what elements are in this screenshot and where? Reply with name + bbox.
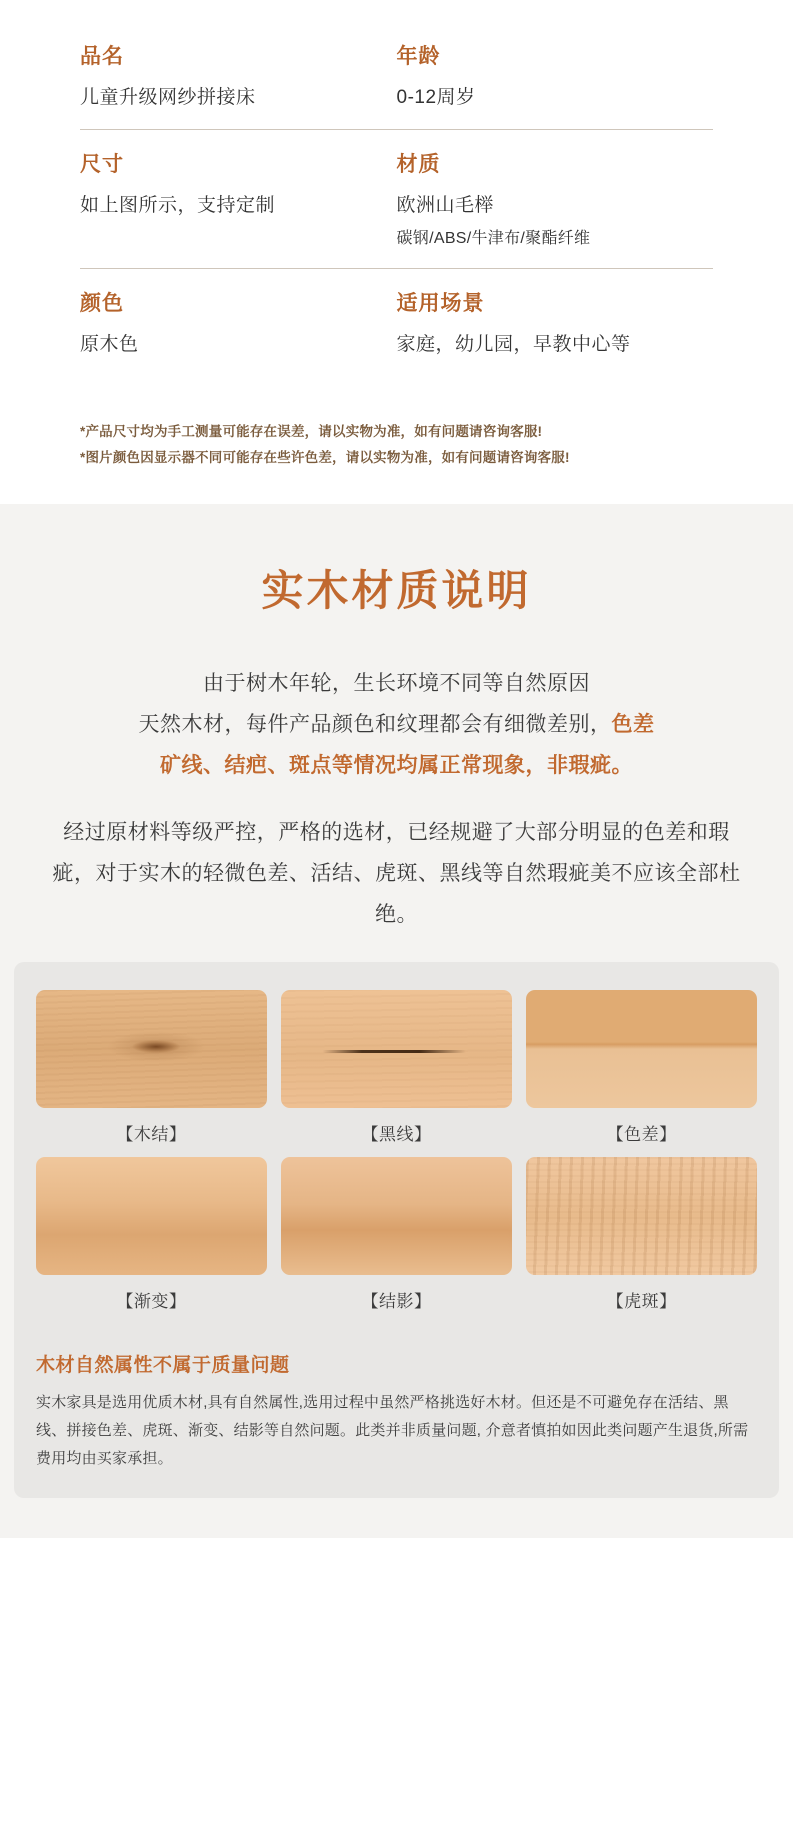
spec-value: 0-12周岁 (396, 87, 476, 108)
wood-swatch-caption: 【结影】 (361, 1292, 432, 1311)
wood-swatch-caption: 【渐变】 (116, 1292, 187, 1311)
wood-paragraph-1-line-1: 由于树木年轮，生长环境不同等自然原因 (203, 672, 590, 696)
wood-footer-title: 木材自然属性不属于质量问题 (36, 1355, 290, 1376)
note-line: *产品尺寸均为手工测量可能存在误差，请以实物为准，如有问题请咨询客服! (80, 424, 543, 440)
wood-swatch-caption: 【色差】 (606, 1125, 677, 1144)
wood-text-plain: 天然木材，每件产品颜色和纹理都会有细微差别， (138, 713, 612, 737)
table-row (80, 287, 713, 376)
wood-swatch-gradient (36, 1157, 267, 1275)
specification-table (80, 40, 713, 375)
spec-value-secondary: 碳钢/ABS/牛津布/聚酯纤维 (396, 230, 591, 247)
wood-swatch-caption: 【虎斑】 (606, 1292, 677, 1311)
spec-label: 尺寸 (80, 152, 124, 176)
specification-section (0, 0, 793, 504)
spec-label: 品名 (80, 45, 124, 68)
wood-swatch-tiger-stripe (526, 1157, 757, 1275)
wood-swatch-knot-shadow (281, 1157, 512, 1275)
wood-swatch-knot (36, 990, 267, 1108)
spec-value: 欧洲山毛榉 (396, 194, 495, 216)
wood-swatch-caption: 【木结】 (116, 1125, 187, 1144)
wood-sample-grid (36, 990, 757, 1324)
wood-sample-item (526, 1157, 757, 1312)
spec-label: 材质 (396, 152, 441, 176)
spec-cell-color (80, 287, 397, 360)
wood-swatch-caption: 【黑线】 (361, 1125, 432, 1144)
divider (80, 129, 713, 130)
wood-paragraph-1 (0, 664, 793, 787)
wood-sample-item (281, 990, 512, 1145)
wood-text-highlight: 色差 (611, 713, 655, 737)
wood-sample-card (14, 962, 779, 1498)
wood-swatch-black-line (281, 990, 512, 1108)
spec-value: 家庭，幼儿园，早教中心等 (396, 333, 631, 355)
wood-footer-note (36, 1350, 757, 1472)
spec-value: 儿童升级网纱拼接床 (80, 87, 256, 108)
page-title: 实木材质说明 (261, 567, 532, 615)
wood-sample-item (281, 1157, 512, 1312)
wood-swatch-color-difference (526, 990, 757, 1108)
disclaimer-notes (80, 419, 713, 470)
spec-cell-age (397, 40, 714, 113)
wood-paragraph-1-line-3: 矿线、结疤、斑点等情况均属正常现象，非瑕疵。 (160, 754, 633, 778)
wood-paragraph-2: 经过原材料等级严控，严格的选材，已经规避了大部分明显的色差和瑕疵，对于实木的轻微色差、活结、虎斑、黑线等自然瑕疵美不应该全部杜绝。 (52, 821, 741, 927)
wood-material-section (0, 504, 793, 1538)
table-row (80, 148, 713, 268)
spec-value: 如上图所示，支持定制 (80, 194, 276, 216)
spec-label: 颜色 (80, 291, 124, 315)
spec-cell-product-name (80, 40, 397, 113)
wood-sample-item (526, 990, 757, 1145)
spec-cell-material (397, 148, 714, 252)
wood-footer-body: 实木家具是选用优质木材,具有自然属性,选用过程中虽然严格挑选好木材。但还是不可避免存在活结、黑线、拼接色差、虎斑、渐变、结影等自然问题。此类并非质量问题, 介意者慎拍如因此类问题产生退货,所需费用均由买家承担。 (36, 1394, 749, 1467)
note-line: *图片颜色因显示器不同可能存在些许色差，请以实物为准，如有问题请咨询客服! (80, 449, 570, 465)
spec-cell-scene (397, 287, 714, 360)
wood-sample-item (36, 990, 267, 1145)
spec-cell-size (80, 148, 397, 252)
spec-value: 原木色 (80, 333, 139, 355)
spec-label: 年龄 (396, 45, 441, 68)
spec-label: 适用场景 (396, 291, 485, 315)
wood-paragraph-1-line-2 (52, 705, 741, 746)
divider (80, 268, 713, 269)
table-row (80, 40, 713, 129)
wood-sample-item (36, 1157, 267, 1312)
